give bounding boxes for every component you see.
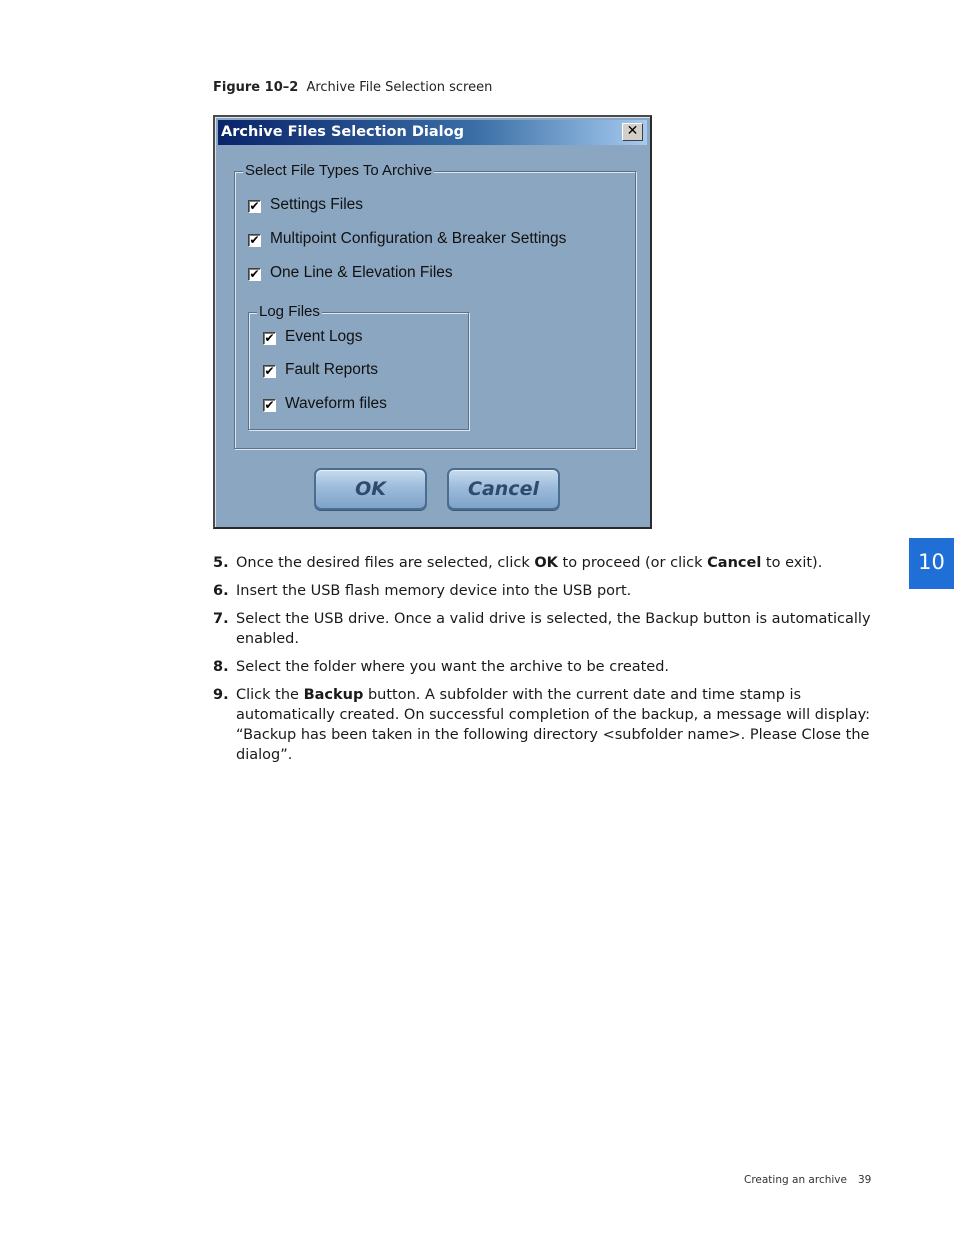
fault-reports-label: Fault Reports [285, 361, 379, 378]
step-text: Select the folder where you want the archive to be created. [236, 659, 670, 675]
file-types-group [234, 162, 636, 449]
step-text-part: Once the desired files are selected, click [236, 555, 535, 571]
settings-files-checkbox[interactable]: ✔ [249, 198, 260, 213]
step-text-part: to proceed (or click [557, 555, 708, 571]
multipoint-config-label: Multipoint Configuration & Breaker Settings [270, 230, 567, 247]
dialog-title-bar[interactable] [218, 120, 647, 145]
one-line-elevation-label: One Line & Elevation Files [270, 264, 453, 281]
step-text [236, 553, 873, 573]
step-item [213, 553, 873, 573]
step-backup-keyword: Backup [303, 687, 364, 703]
multipoint-config-checkbox[interactable]: ✔ [249, 232, 260, 247]
log-files-group [248, 303, 469, 430]
step-cancel-keyword: Cancel [707, 555, 762, 571]
settings-files-label: Settings Files [270, 196, 364, 213]
step-item [213, 581, 873, 601]
step-item [213, 609, 873, 649]
close-button[interactable] [622, 123, 643, 141]
dialog-title: Archive Files Selection Dialog [221, 124, 464, 140]
footer-page-number: 39 [858, 1174, 872, 1186]
step-text: Select the USB drive. Once a valid drive is selected, the Backup button is automatically enabled. [236, 611, 871, 647]
step-ok-keyword: OK [534, 555, 558, 571]
cancel-button[interactable]: Cancel [447, 468, 560, 510]
event-logs-label: Event Logs [285, 328, 363, 345]
step-number: 8. [213, 659, 229, 675]
multipoint-config-option[interactable] [248, 229, 566, 249]
log-files-legend: Log Files [259, 303, 320, 320]
event-logs-checkbox[interactable]: ✔ [264, 330, 275, 345]
settings-files-option[interactable] [248, 195, 363, 215]
close-icon: ✕ [626, 123, 639, 139]
figure-caption [213, 80, 492, 95]
waveform-files-checkbox[interactable]: ✔ [264, 397, 275, 412]
ok-button[interactable]: OK [314, 468, 427, 510]
footer-section: Creating an archive [744, 1174, 847, 1186]
step-text [236, 685, 873, 765]
step-number: 7. [213, 611, 229, 627]
figure-label: Figure 10–2 [213, 80, 299, 95]
chapter-tab: 10 [909, 538, 954, 589]
figure-title: Archive File Selection screen [306, 80, 493, 95]
step-item [213, 685, 873, 765]
step-number: 6. [213, 583, 229, 599]
file-types-legend: Select File Types To Archive [245, 162, 433, 179]
step-item [213, 657, 873, 677]
step-text-part: button. A subfolder with the current date and time stamp is automatically created. On successful completion of the backup, a message will display: “Backup has been taken in the following directory <subfolder name>. Please Close the dialog”. [236, 687, 871, 763]
step-text-part: Click the [236, 687, 304, 703]
archive-files-dialog [213, 115, 652, 529]
event-logs-option[interactable] [263, 327, 363, 347]
one-line-elevation-checkbox[interactable]: ✔ [249, 266, 260, 281]
one-line-elevation-option[interactable] [248, 263, 453, 283]
step-number: 9. [213, 687, 229, 703]
waveform-files-option[interactable] [263, 394, 387, 414]
waveform-files-label: Waveform files [285, 395, 387, 412]
step-number: 5. [213, 555, 229, 571]
fault-reports-checkbox[interactable]: ✔ [264, 363, 275, 378]
step-text: Insert the USB flash memory device into the USB port. [236, 583, 632, 599]
fault-reports-option[interactable] [263, 360, 378, 380]
step-text-part: to exit). [761, 555, 823, 571]
